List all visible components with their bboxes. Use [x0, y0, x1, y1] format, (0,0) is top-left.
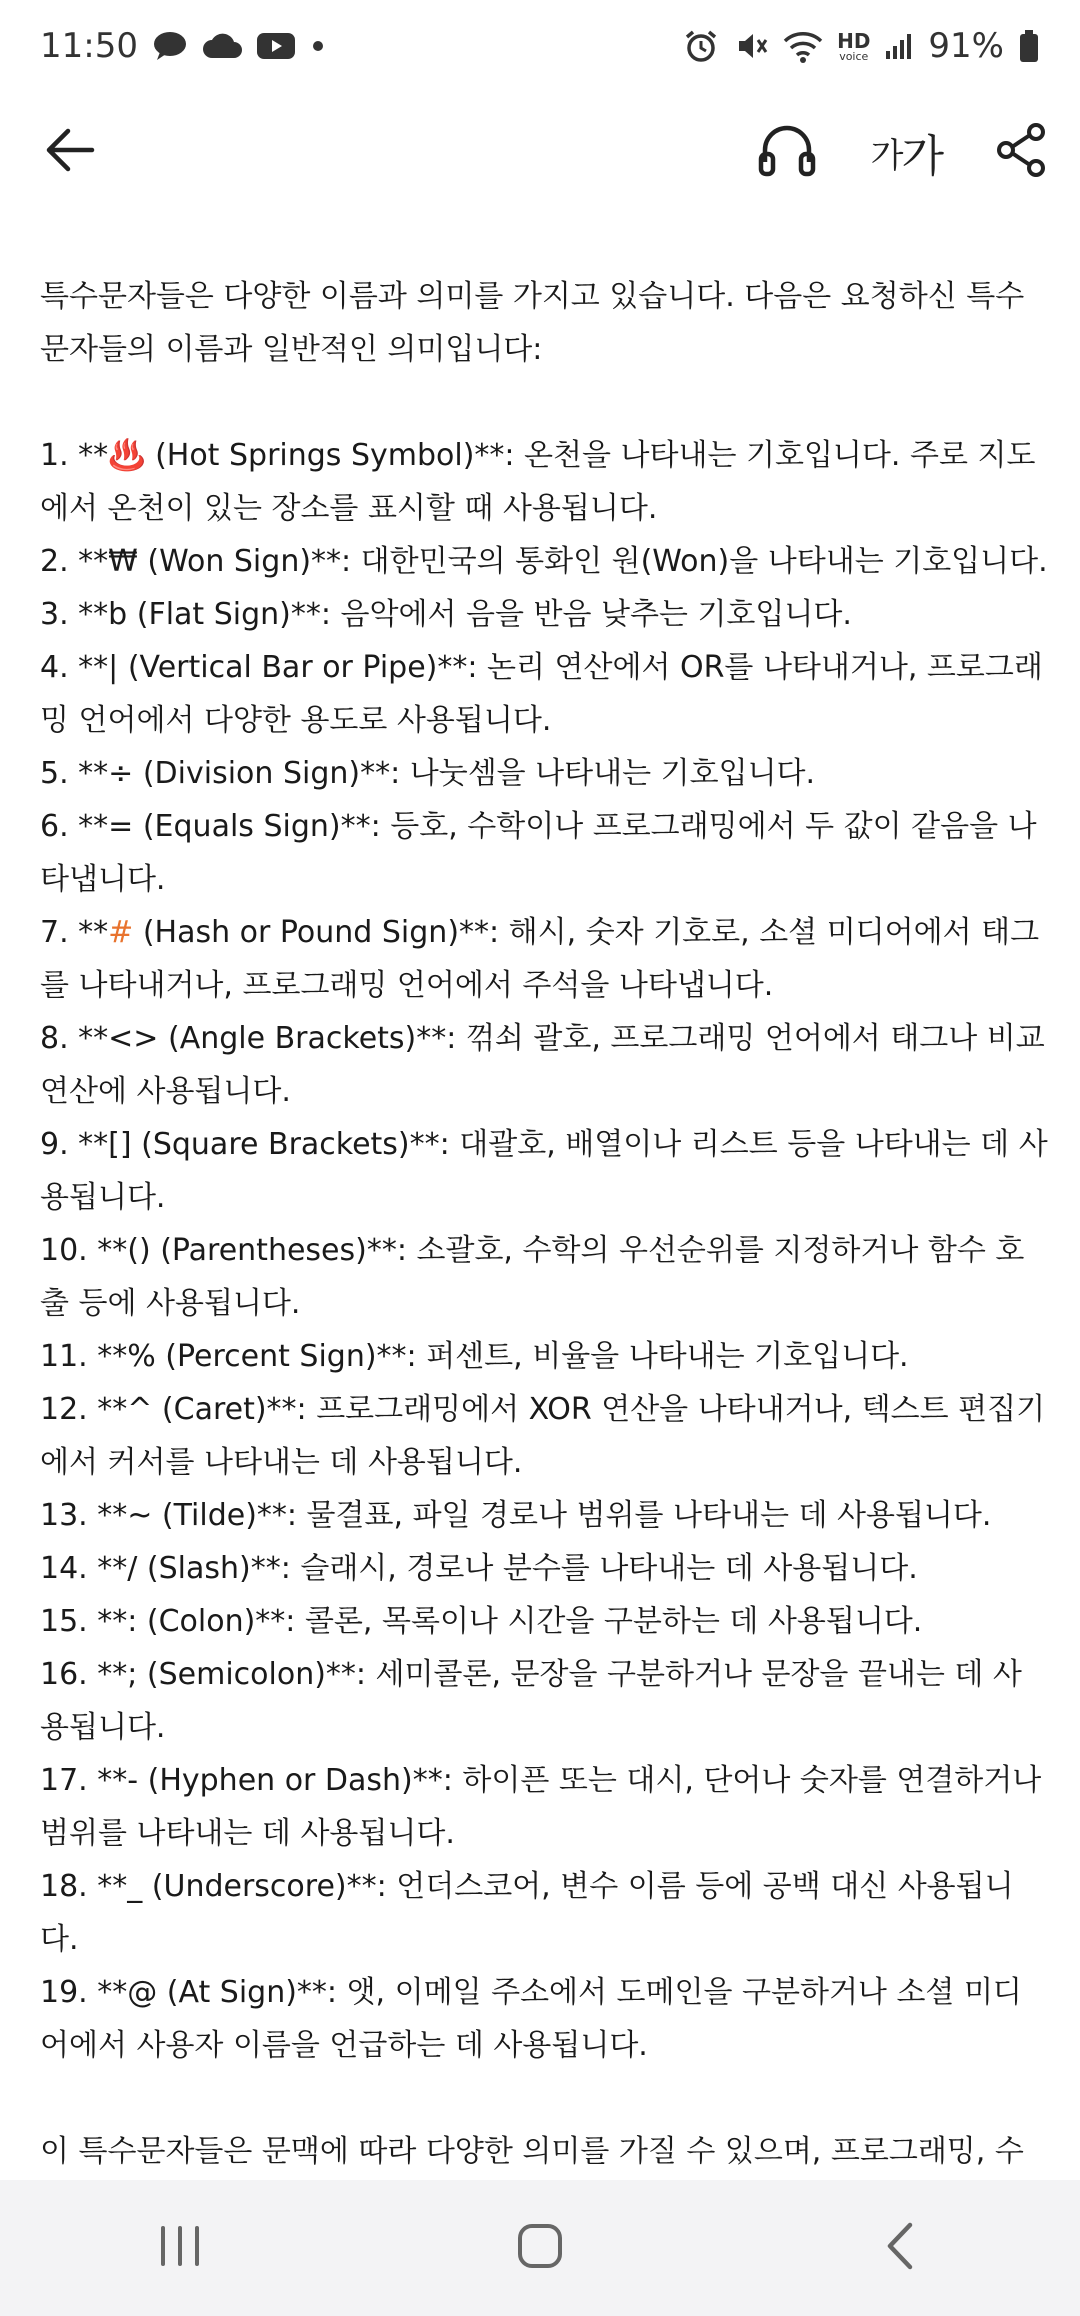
list-item: [40, 906, 1050, 1012]
home-button[interactable]: [460, 2198, 620, 2298]
item-prefix: 3. **: [40, 597, 109, 632]
item-text: (Hyphen or Dash)**: 하이픈 또는 대시, 단어나 숫자를 연결하거나 범위를 나타내는 데 사용됩니다.: [40, 1763, 1042, 1851]
list-item: [40, 1224, 1050, 1330]
item-prefix: 1. **: [40, 438, 109, 473]
list-item: [40, 429, 1050, 535]
item-prefix: 9. **: [40, 1127, 109, 1162]
item-text: (Hash or Pound Sign)**: 해시, 숫자 기호로, 소셜 미디어에서 태그를 나타내거나, 프로그래밍 언어에서 주석을 나타냅니다.: [40, 915, 1040, 1003]
list-item: [40, 1595, 1050, 1648]
item-text: (Won Sign)**: 대한민국의 통화인 원(Won)을 나타내는 기호입니다.: [137, 544, 1048, 579]
youtube-icon: [256, 31, 296, 61]
item-text: (Slash)**: 슬래시, 경로나 분수를 나타내는 데 사용됩니다.: [137, 1551, 918, 1586]
item-symbol: =: [108, 809, 134, 844]
list-item: [40, 1330, 1050, 1383]
item-symbol: b: [108, 597, 128, 632]
list-item: [40, 1860, 1050, 1966]
item-text: (Angle Brackets)**: 꺾쇠 괄호, 프로그래밍 언어에서 태그나 비교 연산에 사용됩니다.: [40, 1021, 1045, 1109]
battery-percent: 91%: [928, 26, 1004, 66]
item-prefix: 19. **: [40, 1975, 128, 2010]
hash-symbol: #: [108, 915, 134, 950]
item-prefix: 8. **: [40, 1021, 109, 1056]
item-symbol: -: [127, 1763, 139, 1798]
wifi-icon: [783, 29, 823, 63]
hot-springs-icon: ♨️: [108, 438, 146, 473]
status-left: [40, 26, 326, 66]
headphones-icon: [757, 122, 817, 182]
signal-icon: [884, 31, 914, 61]
alarm-icon: [683, 28, 719, 64]
item-prefix: 4. **: [40, 650, 109, 685]
item-symbol: _: [127, 1869, 143, 1904]
list-item: [40, 641, 1050, 747]
item-prefix: 13. **: [40, 1498, 128, 1533]
item-symbol: ^: [127, 1392, 153, 1427]
item-text: (Parentheses)**: 소괄호, 수학의 우선순위를 지정하거나 함수 호출 등에 사용됩니다.: [40, 1233, 1025, 1321]
list-item: [40, 1754, 1050, 1860]
list-item: [40, 535, 1050, 588]
list-item: [40, 800, 1050, 906]
item-prefix: 10. **: [40, 1233, 128, 1268]
item-text: (Vertical Bar or Pipe)**: 논리 연산에서 OR를 나타내거나, 프로그래밍 언어에서 다양한 용도로 사용됩니다.: [40, 650, 1043, 738]
item-text: (Equals Sign)**: 등호, 수학이나 프로그래밍에서 두 값이 같음을 나타냅니다.: [40, 809, 1037, 897]
item-prefix: 2. **: [40, 544, 109, 579]
list-item: [40, 1542, 1050, 1595]
hd-voice-icon: [837, 28, 871, 63]
item-symbol: /: [127, 1551, 138, 1586]
share-button[interactable]: [996, 122, 1048, 182]
mute-icon: [733, 28, 769, 64]
recents-button[interactable]: [100, 2198, 260, 2298]
home-icon: [515, 2221, 565, 2275]
item-symbol: <>: [108, 1021, 159, 1056]
item-symbol: []: [108, 1127, 132, 1162]
item-text: (At Sign)**: 앳, 이메일 주소에서 도메인을 구분하거나 소셜 미디어에서 사용자 이름을 언급하는 데 사용됩니다.: [40, 1975, 1022, 2063]
list-item: [40, 1489, 1050, 1542]
chat-bubble-icon: [152, 30, 188, 62]
font-size-button[interactable]: [871, 120, 942, 184]
item-text: (Hot Springs Symbol)**: 온천을 나타내는 기호입니다. 주로 지도에서 온천이 있는 장소를 표시할 때 사용됩니다.: [40, 438, 1036, 526]
list-item: [40, 1383, 1050, 1489]
intro-paragraph: 특수문자들은 다양한 이름과 의미를 가지고 있습니다. 다음은 요청하신 특수문자들의 이름과 일반적인 의미입니다:: [40, 279, 1025, 367]
item-text: (Caret)**: 프로그래밍에서 XOR 연산을 나타내거나, 텍스트 편집기에서 커서를 나타내는 데 사용됩니다.: [40, 1392, 1046, 1480]
app-bar: [0, 92, 1080, 212]
nav-back-button[interactable]: [820, 2198, 980, 2298]
item-text: (Division Sign)**: 나눗셈을 나타내는 기호입니다.: [133, 756, 816, 791]
list-item: [40, 1118, 1050, 1224]
system-nav-bar: [0, 2180, 1080, 2316]
list-item: [40, 1012, 1050, 1118]
share-icon: [996, 122, 1048, 182]
list-item: [40, 747, 1050, 800]
battery-icon: [1018, 29, 1040, 63]
item-prefix: 16. **: [40, 1657, 128, 1692]
response-content: [40, 270, 1050, 2284]
item-prefix: 5. **: [40, 756, 109, 791]
hd-label: HD: [837, 28, 871, 53]
back-button[interactable]: [44, 126, 96, 178]
item-symbol: ;: [127, 1657, 138, 1692]
list-item: [40, 588, 1050, 641]
recents-icon: [155, 2224, 205, 2272]
cloud-icon: [202, 32, 242, 60]
symbol-list: [40, 429, 1050, 2072]
item-prefix: 6. **: [40, 809, 109, 844]
app-bar-actions: [757, 120, 1048, 184]
status-right: [683, 26, 1040, 66]
item-symbol: ~: [127, 1498, 153, 1533]
item-symbol: ÷: [108, 756, 134, 791]
font-size-label-large: 가: [901, 131, 942, 182]
list-item: [40, 1648, 1050, 1754]
item-text: (Square Brackets)**: 대괄호, 배열이나 리스트 등을 나타내는 데 사용됩니다.: [40, 1127, 1048, 1215]
item-text: (Colon)**: 콜론, 목록이나 시간을 구분하는 데 사용됩니다.: [137, 1604, 923, 1639]
item-symbol: :: [127, 1604, 138, 1639]
arrow-left-icon: [44, 126, 96, 178]
item-prefix: 7. **: [40, 915, 109, 950]
chevron-left-icon: [880, 2221, 920, 2275]
item-symbol: |: [108, 650, 119, 685]
font-size-label-small: 가: [870, 135, 902, 176]
item-symbol: ₩: [108, 544, 138, 579]
item-prefix: 12. **: [40, 1392, 128, 1427]
item-prefix: 14. **: [40, 1551, 128, 1586]
dot-icon: [310, 38, 326, 54]
outro-paragraph: 이 특수문자들은 문맥에 따라 다양한 의미를 가질 수 있으며, 프로그래밍, 수: [40, 2134, 1024, 2169]
item-text: (Percent Sign)**: 퍼센트, 비율을 나타내는 기호입니다.: [155, 1339, 909, 1374]
item-prefix: 18. **: [40, 1869, 128, 1904]
item-text: (Flat Sign)**: 음악에서 음을 반음 낮추는 기호입니다.: [127, 597, 852, 632]
item-prefix: 15. **: [40, 1604, 128, 1639]
list-item: [40, 1966, 1050, 2072]
item-text: (Semicolon)**: 세미콜론, 문장을 구분하거나 문장을 끝내는 데 사용됩니다.: [40, 1657, 1022, 1745]
status-time: 11:50: [40, 26, 138, 66]
item-text: (Tilde)**: 물결표, 파일 경로나 범위를 나타내는 데 사용됩니다.: [152, 1498, 992, 1533]
item-text: (Underscore)**: 언더스코어, 변수 이름 등에 공백 대신 사용됩니다.: [40, 1869, 1014, 1957]
item-symbol: %: [127, 1339, 156, 1374]
status-bar: [0, 0, 1080, 92]
item-prefix: 11. **: [40, 1339, 128, 1374]
listen-button[interactable]: [757, 122, 817, 182]
item-prefix: 17. **: [40, 1763, 128, 1798]
voice-label: voice: [839, 49, 869, 63]
item-symbol: (): [127, 1233, 151, 1268]
item-symbol: @: [127, 1975, 158, 2010]
